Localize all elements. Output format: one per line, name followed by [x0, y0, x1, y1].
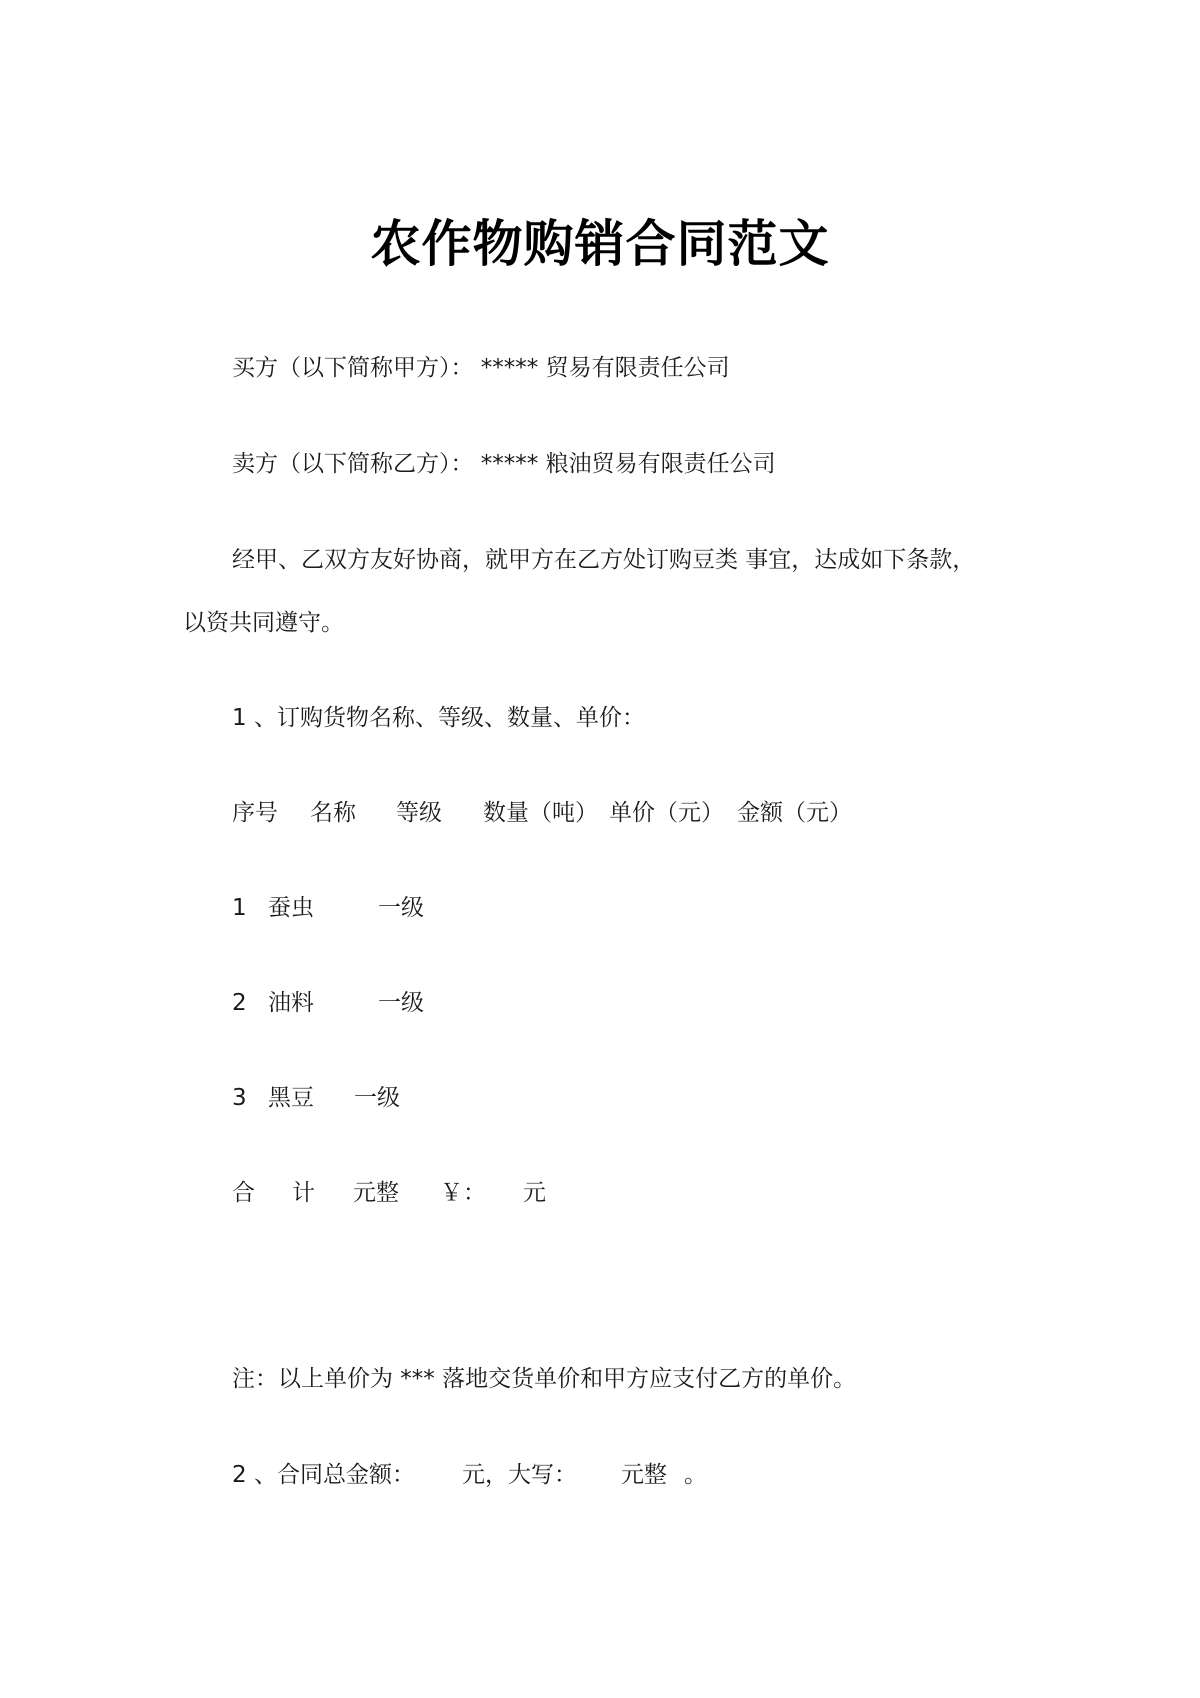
table-row: [0, 1083, 1200, 1113]
table-total-row: [0, 1178, 1200, 1208]
row-name: 蚕虫: [268, 895, 314, 921]
clause-2-period: 。: [684, 1462, 707, 1488]
row-grade: 一级: [378, 895, 424, 921]
intro-line-1: 经甲、乙双方友好协商，就甲方在乙方处订购豆类 事宜，达成如下条款，: [232, 547, 976, 573]
row-name: 黑豆: [268, 1085, 314, 1111]
row-no: 2: [232, 990, 247, 1016]
intro-line-2: 以资共同遵守。: [183, 610, 344, 636]
header-amount: 金额（元）: [737, 800, 852, 826]
header-no: 序号: [232, 800, 278, 826]
clause-2-line: [0, 1460, 1200, 1490]
row-grade: 一级: [378, 990, 424, 1016]
total-yuan-zheng: 元整: [353, 1180, 399, 1206]
row-name: 油料: [268, 990, 314, 1016]
clause-1-heading: 1 、订购货物名称、等级、数量、单价：: [232, 705, 645, 731]
total-label-ji: 计: [292, 1180, 315, 1206]
note-line: 注：以上单价为 *** 落地交货单价和甲方应支付乙方的单价。: [232, 1366, 857, 1392]
total-yuan: 元: [523, 1180, 546, 1206]
header-grade: 等级: [396, 800, 442, 826]
total-label-he: 合: [232, 1180, 255, 1206]
table-header-row: [0, 798, 1200, 828]
document-title: 农作物购销合同范文: [370, 215, 830, 273]
row-grade: 一级: [354, 1085, 400, 1111]
clause-2-yuan-zheng: 元整: [621, 1462, 667, 1488]
header-name: 名称: [310, 800, 356, 826]
total-yen: ￥：: [440, 1180, 486, 1206]
clause-2-yuan-comma: 元，大写：: [462, 1462, 577, 1488]
row-no: 1: [232, 895, 247, 921]
table-row: [0, 988, 1200, 1018]
clause-2-prefix: 2 、合同总金额：: [232, 1462, 415, 1488]
table-row: [0, 893, 1200, 923]
buyer-line: 买方（以下简称甲方）： ***** 贸易有限责任公司: [232, 355, 730, 381]
header-quantity: 数量（吨）: [483, 800, 598, 826]
header-unit-price: 单价（元）: [609, 800, 724, 826]
row-no: 3: [232, 1085, 247, 1111]
seller-line: 卖方（以下简称乙方）： ***** 粮油贸易有限责任公司: [232, 451, 776, 477]
